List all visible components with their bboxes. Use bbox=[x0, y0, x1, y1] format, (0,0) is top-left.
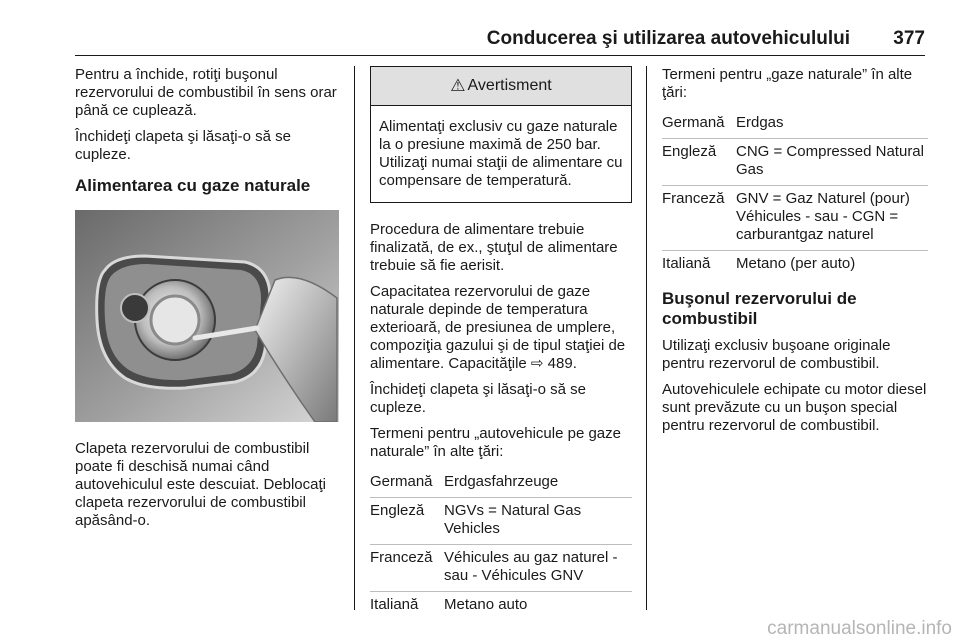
term-cell: GNV = Gaz Naturel (pour) Véhicules - sau - CGN = carburantgaz naturel bbox=[736, 186, 928, 251]
language-cell: Engleză bbox=[662, 139, 736, 186]
term-cell: Metano auto bbox=[444, 592, 632, 621]
column-left bbox=[75, 66, 343, 538]
paragraph: Clapeta rezervorului de combustibil poate fi deschisă numai când autovehiculul este descuiat. Deblocaţi clapeta rezervorului de combustibil apăsând-o. bbox=[75, 440, 326, 529]
table-row bbox=[370, 545, 632, 592]
table-row bbox=[662, 139, 928, 186]
paragraph: Termeni pentru „gaze naturale” în alte ţări: bbox=[662, 66, 913, 101]
paragraph: Pentru a închide, rotiţi buşonul rezervorului de combustibil în sens orar până ce cuplează. bbox=[75, 66, 337, 119]
warning-header bbox=[371, 67, 631, 106]
term-cell: Véhicules au gaz naturel - sau - Véhicules GNV bbox=[444, 545, 632, 592]
column-right bbox=[662, 66, 928, 443]
paragraph bbox=[370, 283, 632, 373]
section-heading: Alimentarea cu gaze naturale bbox=[75, 176, 311, 195]
page-number: 377 bbox=[893, 28, 925, 49]
language-cell: Franceză bbox=[662, 186, 736, 251]
page-title: Conducerea şi utilizarea autovehiculului bbox=[486, 28, 850, 49]
paragraph: Utilizaţi exclusiv buşoane originale pentru rezervorul de combustibil. bbox=[662, 337, 891, 372]
term-cell: NGVs = Natural Gas Vehicles bbox=[444, 498, 632, 545]
warning-triangle-icon: ⚠ bbox=[450, 76, 466, 95]
table-row bbox=[370, 592, 632, 621]
watermark: carmanualsonline.info bbox=[767, 618, 952, 639]
paragraph-text: Capacitatea rezervorului de gaze naturale depinde de temperatura exterioară, de presiunea de umplere, compoziţia gazului şi de tipul staţiei de alimentare. Capacităţile bbox=[370, 283, 626, 372]
term-cell: Metano (per auto) bbox=[736, 251, 928, 280]
table-row bbox=[662, 251, 928, 280]
table-row bbox=[662, 186, 928, 251]
header-rule bbox=[75, 55, 925, 56]
paragraph: Procedura de alimentare trebuie finalizată, de ex., ştuţul de alimentare trebuie să fie aerisit. bbox=[370, 221, 618, 274]
paragraph: Închideţi clapeta şi lăsaţi-o să se cupleze. bbox=[75, 128, 291, 163]
column-divider bbox=[354, 66, 355, 610]
paragraph: Autovehiculele echipate cu motor diesel sunt prevăzute cu un buşon special pentru rezervorul de combustibil. bbox=[662, 381, 927, 434]
section-heading: Buşonul rezervorului de combustibil bbox=[662, 289, 857, 328]
language-cell: Franceză bbox=[370, 545, 444, 592]
warning-body: Alimentaţi exclusiv cu gaze naturale la o presiune maximă de 250 bar. Utilizaţi numai staţii de alimentare cu compensare de temperatură. bbox=[379, 118, 623, 189]
language-cell: Germană bbox=[662, 114, 725, 131]
paragraph: Termeni pentru „autovehicule pe gaze naturale” în alte ţări: bbox=[370, 425, 621, 460]
table-row bbox=[662, 110, 928, 139]
page-reference-icon[interactable]: ⇨ bbox=[530, 355, 544, 372]
table-row bbox=[370, 498, 632, 545]
terms-table bbox=[370, 469, 632, 620]
terms-table bbox=[662, 110, 928, 279]
column-middle bbox=[370, 66, 632, 630]
fuel-flap-photo bbox=[75, 210, 339, 422]
term-cell: Erdgas bbox=[736, 114, 784, 131]
warning-box bbox=[370, 66, 632, 203]
page-header bbox=[75, 26, 925, 56]
language-cell: Germană bbox=[370, 473, 433, 490]
page-reference: 489. bbox=[543, 355, 577, 372]
language-cell: Italiană bbox=[370, 592, 444, 621]
filler-nozzle bbox=[151, 296, 199, 344]
paragraph: Închideţi clapeta şi lăsaţi-o să se cupleze. bbox=[370, 381, 586, 416]
language-cell: Italiană bbox=[662, 251, 736, 280]
column-divider bbox=[646, 66, 647, 610]
language-cell: Engleză bbox=[370, 498, 444, 545]
table-row bbox=[370, 469, 632, 498]
term-cell: CNG = Compressed Natural Gas bbox=[736, 139, 928, 186]
warning-title: Avertisment bbox=[467, 77, 552, 94]
secondary-cap bbox=[121, 294, 149, 322]
term-cell: Erdgasfahrzeuge bbox=[444, 473, 559, 490]
